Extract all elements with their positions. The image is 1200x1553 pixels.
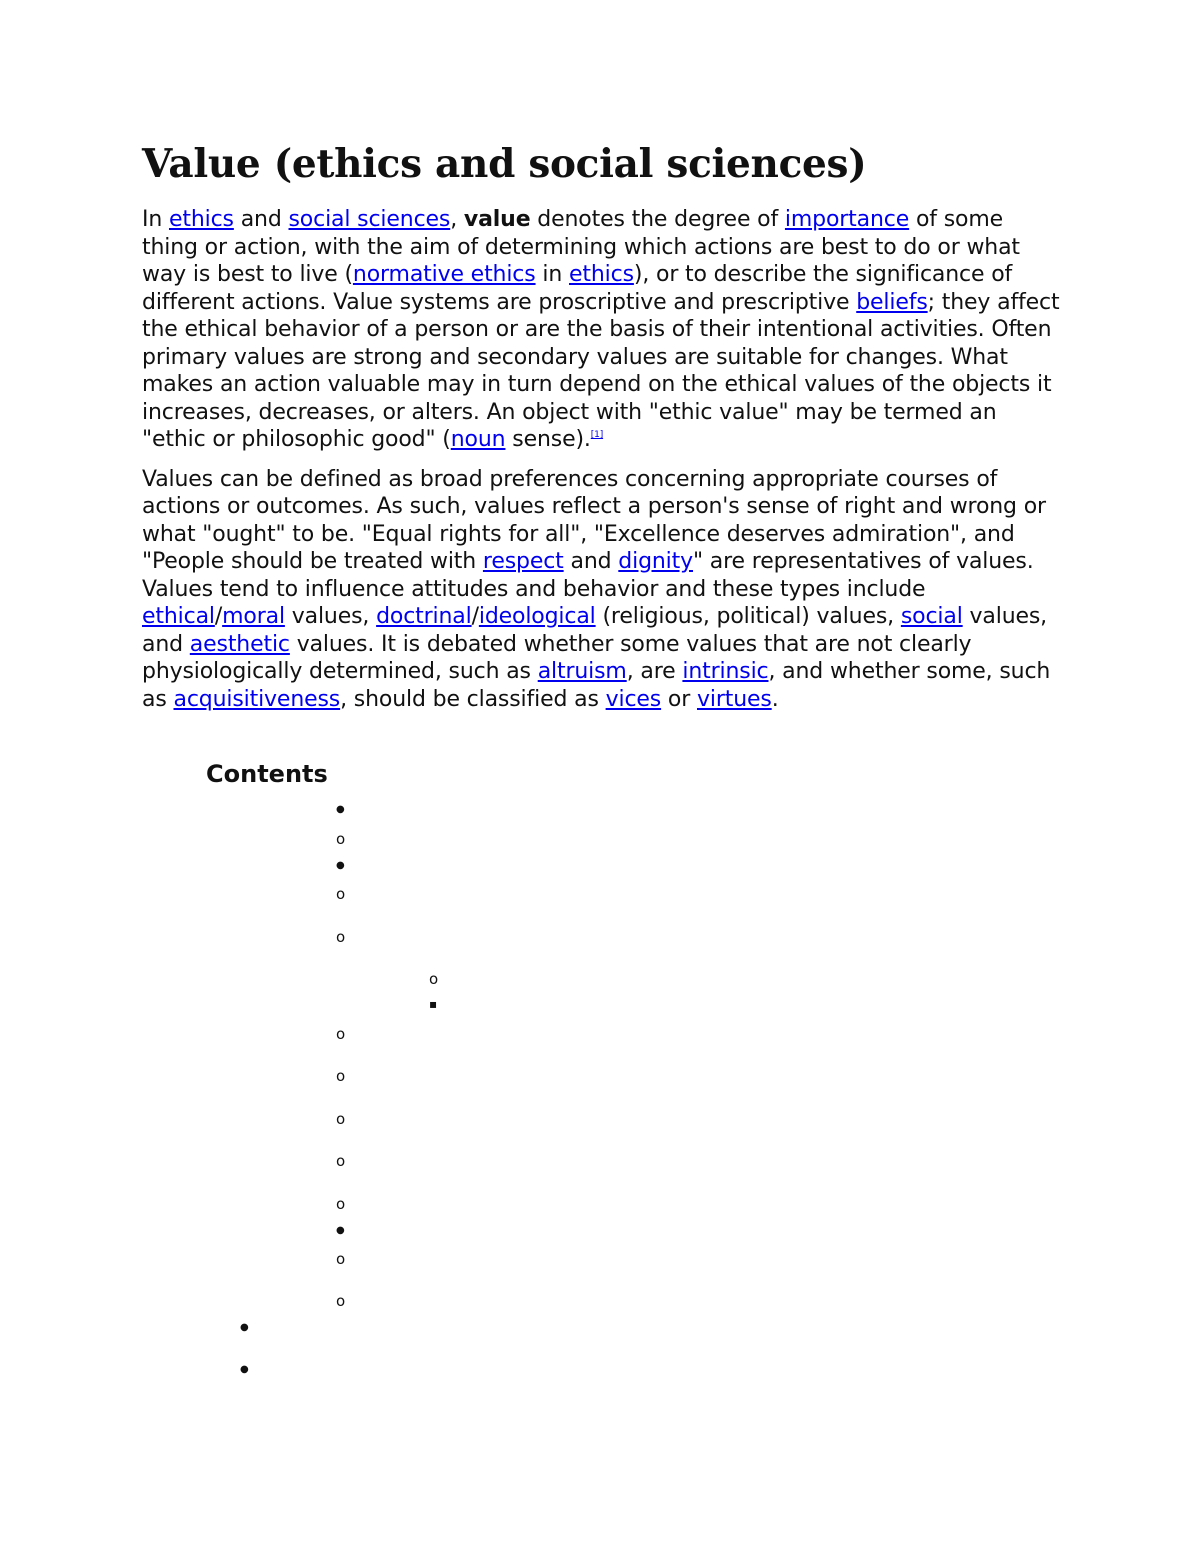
intro-paragraph: In ethics and social sciences, value denotes the degree of importance of some thing or action, with the aim of determining which actions are best to do or what way is best to live (normative ethics in ethics), or to describe the significance of different actions. Value systems are proscriptive and prescriptive beliefs; they affect the ethical behavior of a person or are the basis of their intentional activities. Often primary values are strong and secondary values are suitable for changes. What makes an action valuable may in turn depend on the ethical values of the objects it increases, decreases, or alters. An object with "ethic value" may be termed an "ethic or philosophic good" (noun sense).[1]: [142, 207, 1060, 452]
link-ideological[interactable]: ideological: [478, 604, 596, 629]
toc-list-item-circle-bullet: [336, 1197, 345, 1212]
link-acquisitiveness[interactable]: acquisitiveness: [173, 686, 341, 712]
link-moral[interactable]: moral: [222, 604, 285, 629]
link-virtues[interactable]: virtues: [697, 686, 772, 712]
article-body: [142, 140, 1062, 725]
link-ethics[interactable]: ethics: [168, 207, 234, 232]
toc-list-item-circle-bullet: [336, 1069, 345, 1084]
link-social[interactable]: social: [900, 604, 963, 629]
toc-list-item-circle-bullet: [336, 1154, 345, 1169]
toc-list-item-disc-bullet: [240, 1360, 249, 1377]
bold-term-value: value: [463, 207, 531, 232]
toc-list-item-circle-bullet: [336, 1294, 345, 1309]
link-doctrinal[interactable]: doctrinal: [376, 604, 472, 629]
link-vices[interactable]: vices: [605, 686, 662, 712]
toc-list-item-circle-bullet: [429, 972, 438, 987]
reference-link-1[interactable]: [1]: [590, 430, 604, 440]
toc-list-item-disc-bullet: [240, 1318, 249, 1335]
toc-list-item-disc-bullet: [336, 856, 345, 873]
toc-list-item-circle-bullet: [336, 930, 345, 945]
toc-list-item-circle-bullet: [336, 1112, 345, 1127]
toc-list-item-circle-bullet: [336, 887, 345, 902]
link-importance[interactable]: importance: [784, 207, 910, 232]
link-intrinsic[interactable]: intrinsic: [682, 659, 769, 684]
link-normative-ethics[interactable]: normative ethics: [352, 262, 536, 287]
toc-list-item-circle-bullet: [336, 1252, 345, 1267]
contents-heading: Contents: [206, 760, 328, 788]
link-ethical[interactable]: ethical: [142, 604, 215, 629]
toc-list-item-circle-bullet: [336, 832, 345, 847]
toc-list-item-square-bullet: [429, 996, 437, 1012]
link-aesthetic[interactable]: aesthetic: [189, 631, 290, 657]
link-dignity[interactable]: dignity: [618, 549, 693, 574]
link-ethics-2[interactable]: ethics: [569, 262, 634, 287]
link-respect[interactable]: respect: [482, 549, 564, 574]
toc-list-item-circle-bullet: [336, 1027, 345, 1042]
link-altruism[interactable]: altruism: [537, 659, 627, 684]
page-title: Value (ethics and social sciences): [142, 141, 867, 187]
toc-list-item-disc-bullet: [336, 800, 345, 817]
link-noun[interactable]: noun: [450, 427, 506, 452]
values-paragraph: Values can be defined as broad preferences concerning appropriate courses of actions or outcomes. As such, values reflect a person's sense of right and wrong or what "ought" to be. "Equal rights for all", "Excellence deserves admiration", and "People should be treated with respect and dignity" are representatives of values. Values tend to influence attitudes and behavior and these types include ethical/moral values, doctrinal/ideological (religious, political) values, social values, and aesthetic values. It is debated whether some values that are not clearly physiologically determined, such as altruism, are intrinsic, and whether some, such as acquisitiveness, should be classified as vices or virtues.: [142, 466, 1051, 712]
toc-list-item-disc-bullet: [336, 1221, 345, 1238]
link-social-sciences[interactable]: social sciences: [288, 207, 451, 232]
link-beliefs[interactable]: beliefs: [856, 289, 928, 315]
